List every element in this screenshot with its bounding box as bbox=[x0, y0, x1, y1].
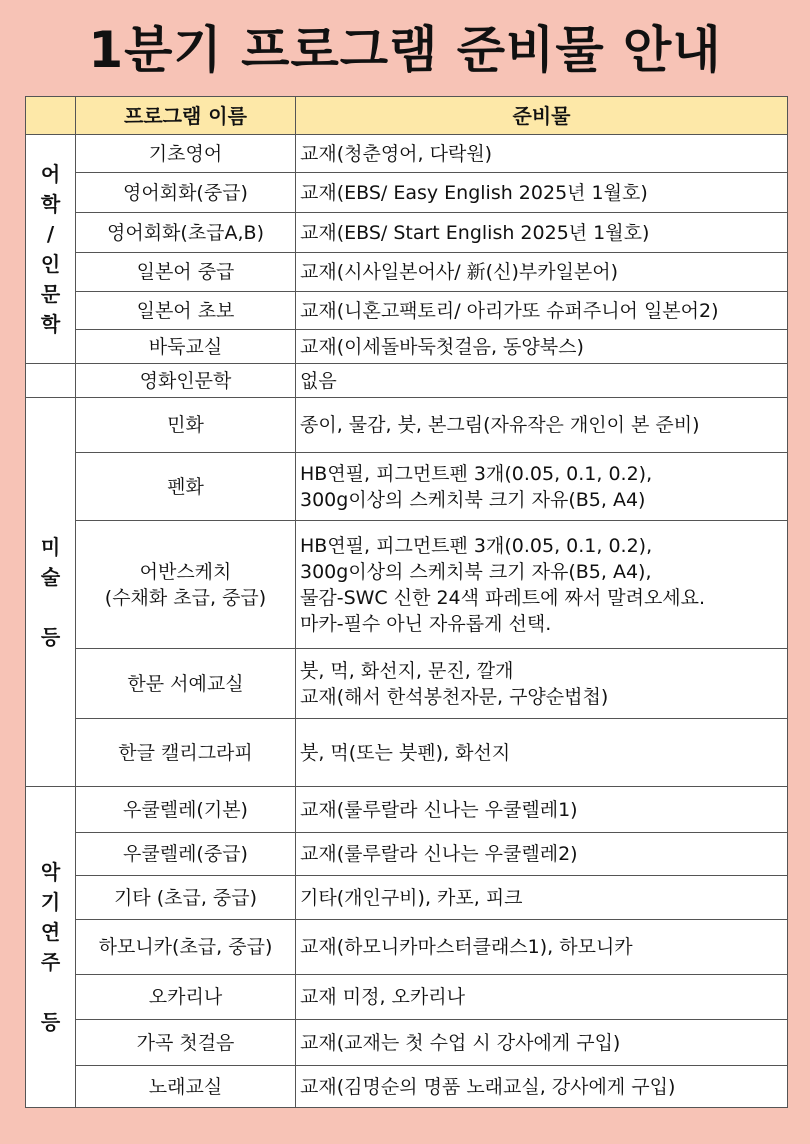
table-row bbox=[26, 649, 788, 719]
category-char: 연 bbox=[40, 920, 61, 944]
category-music bbox=[26, 787, 76, 1108]
table-row bbox=[26, 920, 788, 975]
category-char: 어 bbox=[40, 162, 61, 186]
materials-cell-line: HB연필, 피그먼트펜 3개(0.05, 0.1, 0.2), bbox=[300, 462, 653, 485]
program-name-line: 영어회화(중급) bbox=[123, 181, 248, 204]
materials-cell bbox=[296, 330, 788, 364]
program-name-line: 펜화 bbox=[167, 475, 204, 498]
materials-cell-line: 없음 bbox=[300, 369, 337, 392]
table-row bbox=[26, 719, 788, 787]
page-title: 1분기 프로그램 준비물 안내 bbox=[88, 21, 722, 79]
materials-cell bbox=[296, 649, 788, 719]
table-row bbox=[26, 135, 788, 173]
program-name-line: 영어회화(초급A,B) bbox=[106, 221, 265, 244]
materials-cell-line: 300g이상의 스케치북 크기 자유(B5, A4) bbox=[300, 488, 646, 511]
category-char: 등 bbox=[40, 1010, 61, 1034]
program-name bbox=[76, 330, 296, 364]
materials-cell bbox=[296, 292, 788, 330]
program-name-line: 우쿨렐레(중급) bbox=[123, 843, 248, 865]
program-name bbox=[76, 719, 296, 787]
materials-cell bbox=[296, 173, 788, 213]
table-row bbox=[26, 398, 788, 453]
materials-cell-line: 교재(시사일본어사/ 新(신)부카일본어) bbox=[300, 261, 619, 283]
materials-cell-line: HB연필, 피그먼트펜 3개(0.05, 0.1, 0.2), bbox=[300, 534, 653, 557]
program-name bbox=[76, 135, 296, 173]
program-name-line: 민화 bbox=[167, 414, 204, 436]
program-name bbox=[76, 521, 296, 649]
category-char: 인 bbox=[40, 252, 61, 276]
program-name-line: 영화인문학 bbox=[139, 369, 232, 392]
table-row bbox=[26, 521, 788, 649]
materials-cell bbox=[296, 253, 788, 292]
table-row bbox=[26, 1020, 788, 1066]
table-row bbox=[26, 1066, 788, 1108]
materials-cell-line: 교재(니혼고팩토리/ 아리가또 슈퍼주니어 일본어2) bbox=[300, 299, 719, 322]
table-row bbox=[26, 173, 788, 213]
materials-cell bbox=[296, 364, 788, 398]
materials-cell-line: 교재 미정, 오카리나 bbox=[300, 986, 465, 1008]
category-art bbox=[26, 398, 76, 787]
category-char bbox=[26, 592, 75, 622]
materials-cell bbox=[296, 213, 788, 253]
header-materials: 준비물 bbox=[296, 97, 788, 135]
materials-cell bbox=[296, 398, 788, 453]
program-name-line: 기초영어 bbox=[148, 142, 223, 165]
category-char: 악 bbox=[40, 860, 61, 884]
category-char: 미 bbox=[40, 535, 61, 559]
materials-cell bbox=[296, 719, 788, 787]
table-body bbox=[26, 135, 788, 1108]
category-char: 등 bbox=[40, 625, 61, 649]
program-name-line: 가곡 첫걸음 bbox=[136, 1031, 235, 1054]
program-name bbox=[76, 364, 296, 398]
program-name-line: 바둑교실 bbox=[148, 335, 223, 358]
program-name-line: 일본어 중급 bbox=[136, 261, 235, 283]
materials-cell-line: 교재(김명순의 명품 노래교실, 강사에게 구입) bbox=[300, 1075, 676, 1098]
materials-cell-line: 교재(하모니카마스터클래스1), 하모니카 bbox=[300, 936, 633, 958]
program-name-line: 일본어 초보 bbox=[136, 299, 235, 322]
program-name bbox=[76, 453, 296, 521]
table-row bbox=[26, 253, 788, 292]
materials-cell bbox=[296, 787, 788, 833]
materials-cell bbox=[296, 920, 788, 975]
header-category bbox=[26, 97, 76, 135]
category-char: / bbox=[46, 222, 55, 246]
category-char: 학 bbox=[40, 192, 61, 216]
program-name bbox=[76, 213, 296, 253]
materials-cell-line: 교재(EBS/ Start English 2025년 1월호) bbox=[300, 221, 650, 244]
materials-cell-line: 종이, 물감, 붓, 본그림(자유작은 개인이 본 준비) bbox=[300, 414, 700, 436]
materials-cell-line: 기타(개인구비), 카포, 피크 bbox=[300, 886, 523, 909]
category-char: 학 bbox=[40, 312, 61, 336]
program-name bbox=[76, 876, 296, 920]
program-name bbox=[76, 975, 296, 1020]
program-name bbox=[76, 920, 296, 975]
table-row bbox=[26, 787, 788, 833]
materials-cell bbox=[296, 1066, 788, 1108]
category-char bbox=[26, 977, 75, 1007]
table-row bbox=[26, 876, 788, 920]
program-name bbox=[76, 649, 296, 719]
program-name-line: 우쿨렐레(기본) bbox=[123, 798, 248, 821]
materials-cell bbox=[296, 1020, 788, 1066]
table-row bbox=[26, 330, 788, 364]
program-name bbox=[76, 1066, 296, 1108]
materials-cell-line: 교재(교재는 첫 수업 시 강사에게 구입) bbox=[300, 1031, 621, 1054]
table-header-row bbox=[26, 97, 788, 135]
program-name bbox=[76, 173, 296, 213]
program-name-line: 한글 캘리그라피 bbox=[118, 741, 253, 764]
program-name-line: (수채화 초급, 중급) bbox=[104, 586, 267, 609]
materials-cell bbox=[296, 135, 788, 173]
category-char: 술 bbox=[40, 565, 61, 589]
materials-cell bbox=[296, 975, 788, 1020]
materials-cell bbox=[296, 521, 788, 649]
program-name-line: 기타 (초급, 중급) bbox=[113, 886, 258, 909]
program-name-line: 한문 서예교실 bbox=[127, 672, 244, 695]
materials-cell-line: 교재(EBS/ Easy English 2025년 1월호) bbox=[300, 181, 648, 204]
materials-cell-line: 물감-SWC 신한 24색 파레트에 짜서 말려오세요. bbox=[300, 586, 706, 609]
category-char: 문 bbox=[40, 282, 61, 306]
program-name-line: 노래교실 bbox=[148, 1075, 223, 1098]
program-name-line: 오카리나 bbox=[148, 986, 223, 1008]
program-name bbox=[76, 833, 296, 876]
program-name bbox=[76, 292, 296, 330]
materials-cell-line: 교재(룰루랄라 신나는 우쿨렐레2) bbox=[300, 843, 578, 865]
materials-cell-line: 마카-필수 아닌 자유롭게 선택. bbox=[300, 612, 552, 635]
table-row bbox=[26, 453, 788, 521]
program-name bbox=[76, 398, 296, 453]
materials-cell-line: 교재(청춘영어, 다락원) bbox=[300, 142, 493, 165]
materials-cell bbox=[296, 833, 788, 876]
table-row bbox=[26, 364, 788, 398]
category-empty bbox=[26, 364, 76, 398]
program-name-line: 하모니카(초급, 중급) bbox=[98, 936, 273, 958]
materials-cell bbox=[296, 453, 788, 521]
table-row bbox=[26, 292, 788, 330]
category-char: 주 bbox=[40, 950, 61, 974]
materials-cell-line: 붓, 먹, 화선지, 문진, 깔개 bbox=[300, 659, 514, 682]
table-row bbox=[26, 833, 788, 876]
table-row bbox=[26, 213, 788, 253]
program-name bbox=[76, 253, 296, 292]
materials-cell-line: 교재(해서 한석봉천자문, 구양순법첩) bbox=[300, 685, 609, 708]
materials-cell-line: 붓, 먹(또는 붓펜), 화선지 bbox=[300, 741, 511, 764]
program-name bbox=[76, 787, 296, 833]
materials-cell-line: 교재(이세돌바둑첫걸음, 동양북스) bbox=[300, 335, 584, 358]
program-name bbox=[76, 1020, 296, 1066]
category-language bbox=[26, 135, 76, 364]
materials-cell bbox=[296, 876, 788, 920]
materials-cell-line: 300g이상의 스케치북 크기 자유(B5, A4), bbox=[300, 560, 652, 583]
materials-table bbox=[25, 96, 788, 1108]
program-name-line: 어반스케치 bbox=[139, 560, 232, 583]
materials-cell-line: 교재(룰루랄라 신나는 우쿨렐레1) bbox=[300, 798, 578, 821]
category-char: 기 bbox=[40, 890, 61, 914]
header-program: 프로그램 이름 bbox=[76, 97, 296, 135]
table-row bbox=[26, 975, 788, 1020]
